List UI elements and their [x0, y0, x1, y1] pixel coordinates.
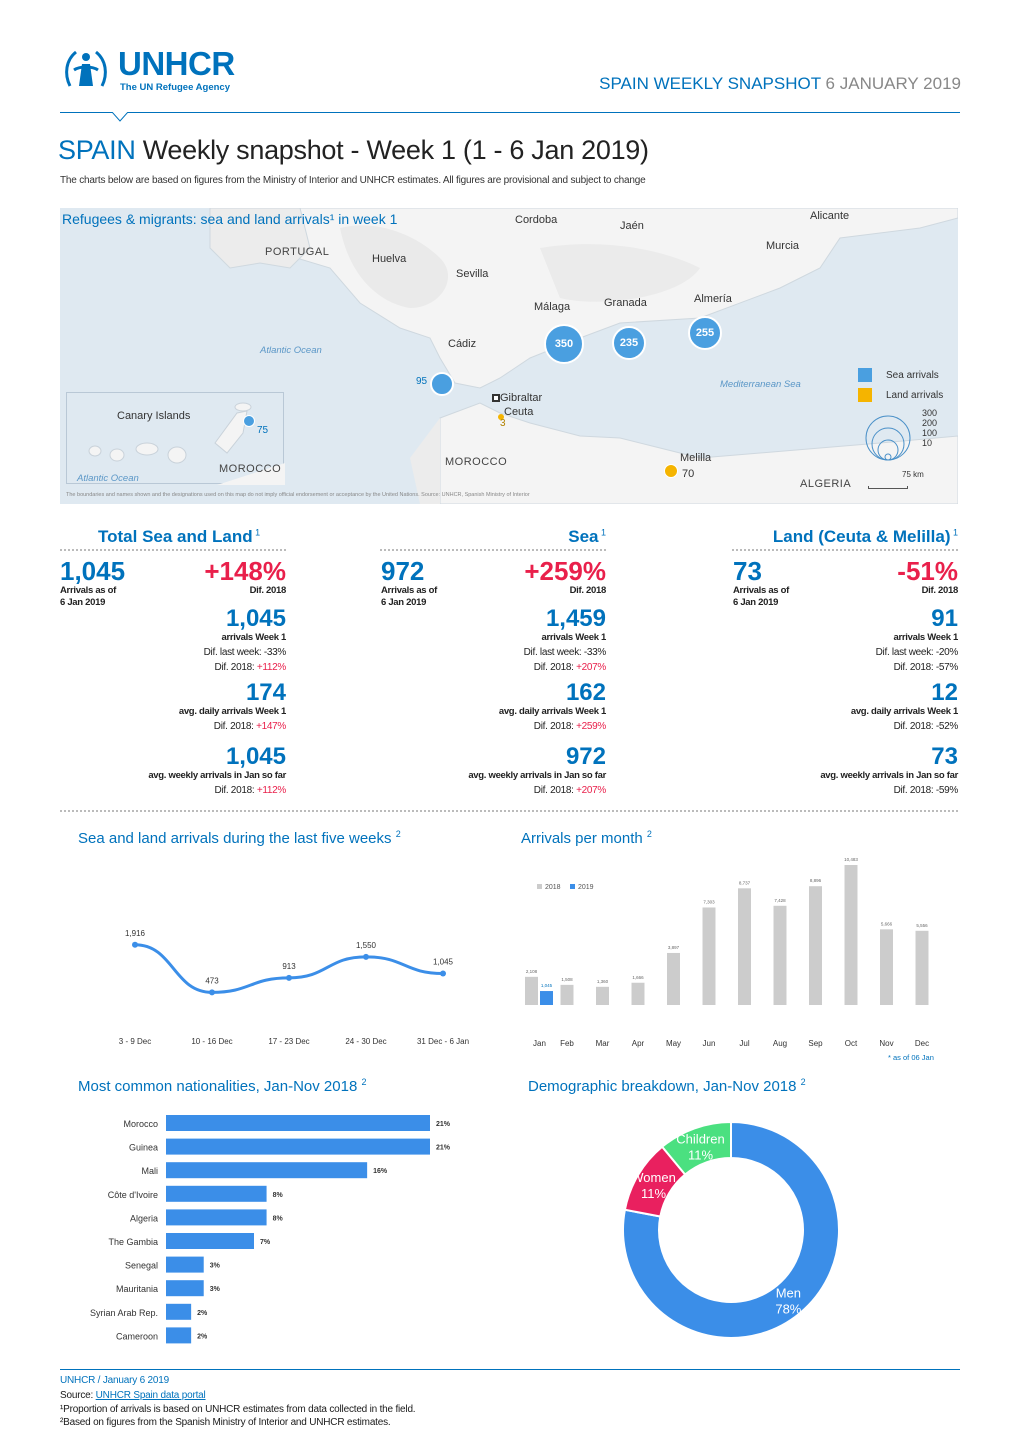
nationality-label: Mali — [141, 1166, 158, 1177]
nationality-label: Cameroon — [115, 1331, 158, 1342]
map-bubble-almeria: 255 — [688, 316, 722, 350]
month-chart — [515, 850, 960, 1065]
nationality-bar — [166, 1280, 204, 1296]
month-bar-2018 — [561, 985, 574, 1005]
kpi-land-daily-diff-label: Dif. 2018: — [893, 721, 936, 732]
nationality-label: Côte d'Ivoire — [107, 1189, 158, 1200]
footer-divider — [60, 1369, 960, 1370]
legend-size-100: 100 — [922, 428, 938, 438]
kpi-sea-daily-diff-value: +259% — [576, 721, 606, 732]
kpi-total-week-diff-2018-label: Dif. 2018: — [214, 662, 257, 673]
month-x-tick: Jan — [533, 1039, 546, 1048]
kpi-total-weekly-diff — [130, 785, 286, 796]
month-bar-2018 — [845, 865, 858, 1005]
kpi-total-weekly-diff-value: +112% — [256, 785, 286, 796]
footer-org-date: UNHCR / January 6 2019 — [60, 1375, 169, 1386]
nationality-value: 21% — [436, 1144, 451, 1152]
kpi-sea-daily-diff-label: Dif. 2018: — [533, 721, 577, 732]
nationality-value: 8% — [272, 1191, 283, 1199]
nationality-label: Syrian Arab Rep. — [89, 1307, 158, 1318]
kpi-total-week-diff-last: Dif. last week: -33% — [203, 647, 286, 658]
line-x-tick: 17 - 23 Dec — [268, 1037, 310, 1046]
month-x-tick: Dec — [914, 1039, 930, 1048]
map-bubble-ceuta-label: 3 — [500, 418, 506, 429]
kpi-total-arrivals-label-1: Arrivals as of — [60, 585, 116, 596]
kpi-sea-week-diff-2018-value: +207% — [576, 662, 606, 673]
kpi-land-week: 91 — [931, 605, 958, 632]
map-inset-canary — [66, 392, 284, 484]
month-legend-2019: 2019 — [578, 884, 594, 891]
month-legend-2019-swatch — [570, 884, 575, 889]
kpi-land-daily-label: avg. daily arrivals Week 1 — [850, 706, 958, 717]
line-chart-title-sup: 2 — [395, 829, 401, 839]
doc-type: SPAIN WEEKLY SNAPSHOT — [599, 74, 821, 93]
line-point — [363, 954, 369, 960]
map-bubble-canary-label: 75 — [257, 425, 269, 436]
footer-source-link[interactable]: UNHCR Spain data portal — [95, 1390, 206, 1401]
map-city-ceuta: Ceuta — [504, 406, 534, 418]
map-city-jaen: Jaén — [620, 220, 644, 232]
kpi-land-weekly-diff-value: -59% — [935, 785, 958, 796]
month-x-tick: Feb — [560, 1039, 574, 1048]
kpi-sea-title-text: Sea — [568, 527, 599, 546]
line-point — [132, 942, 138, 948]
map-city-murcia: Murcia — [766, 240, 800, 252]
kpi-sea-daily: 162 — [565, 679, 606, 706]
map-source-note: The boundaries and names shown and the designations used on this map do not imply official endorsement or acceptance by the United Nations. Source: UNHCR, Spanish Ministry of Interior — [66, 492, 530, 498]
month-x-tick: Jul — [739, 1039, 750, 1048]
line-data-label: 473 — [205, 976, 219, 986]
kpi-land-title-text: Land (Ceuta & Melilla) — [772, 527, 951, 546]
kpi-total-daily-label: avg. daily arrivals Week 1 — [178, 706, 286, 717]
kpi-sea-title: Sea $^1$ — [568, 527, 606, 546]
kpi-sea-arrivals-label-1: Arrivals as of — [381, 585, 437, 596]
inset-label-morocco: MOROCCO — [219, 463, 282, 475]
map-city-sevilla: Sevilla — [456, 268, 489, 280]
month-bar-2018-label: 2,108 — [525, 968, 538, 974]
map-bubble-melilla — [664, 464, 678, 478]
kpi-total-week-diff-2018-value: +112% — [256, 662, 286, 673]
nationality-bar — [166, 1304, 191, 1320]
nationality-value: 2% — [197, 1333, 208, 1341]
kpi-total-weekly-diff-label: Dif. 2018: — [214, 785, 257, 796]
demographic-chart-title-sup: 2 — [800, 1077, 806, 1087]
page-title-rest: Weekly snapshot - Week 1 (1 - 6 Jan 2019) — [142, 135, 649, 165]
nationality-bar — [166, 1233, 254, 1249]
kpi-total-diff-label: Dif. 2018 — [249, 585, 286, 596]
unhcr-emblem-icon — [60, 46, 112, 94]
month-legend-2018: 2018 — [545, 884, 561, 891]
nationality-bar — [166, 1186, 267, 1202]
nationality-bar — [166, 1209, 267, 1225]
donut-label-value: 78% — [775, 1301, 802, 1317]
kpi-land-weekly-diff-label: Dif. 2018: — [893, 785, 936, 796]
kpi-sea-daily-diff — [450, 721, 606, 732]
kpi-total-week-diff-2018 — [130, 662, 286, 673]
kpi-sea-weekly-diff — [450, 785, 606, 796]
map-bubble-canary — [243, 415, 255, 427]
month-bar-2018-label: 8,737 — [738, 880, 751, 886]
month-bar-2018 — [880, 929, 893, 1005]
legend-land-swatch — [858, 388, 872, 402]
month-x-tick: Nov — [879, 1039, 894, 1048]
kpi-sea-arrivals: 972 — [381, 556, 425, 586]
month-bar-2019 — [540, 991, 553, 1005]
kpi-sea-week-diff-last: Dif. last week: -33% — [523, 647, 606, 658]
line-x-tick: 3 - 9 Dec — [118, 1037, 152, 1046]
month-bar-2018 — [525, 977, 538, 1005]
nationality-label: Mauritania — [115, 1284, 158, 1295]
month-bar-2018 — [632, 983, 645, 1005]
line-data-label: 1,045 — [432, 957, 454, 967]
month-x-tick: Jun — [702, 1039, 716, 1048]
map-sea-atlantic: Atlantic Ocean — [260, 345, 322, 356]
kpi-land-daily: 12 — [931, 679, 958, 706]
line-chart — [100, 920, 490, 1050]
unhcr-logo — [60, 46, 260, 96]
map-city-alicante: Alicante — [810, 210, 850, 222]
month-chart-title-text: Arrivals per month — [521, 830, 643, 847]
legend-size-300: 300 — [922, 408, 938, 418]
kpi-total-arrivals-label-2: 6 Jan 2019 — [60, 597, 106, 608]
map-title: Refugees & migrants: sea and land arrivals¹ in week 1 — [62, 211, 398, 227]
page-subtitle: The charts below are based on figures from the Ministry of Interior and UNHCR estimates. All figures are provisional and subject to change — [60, 175, 646, 186]
map-city-almeria: Almería — [694, 293, 732, 305]
kpi-total-title: Total Sea and Land $^1$ — [98, 527, 261, 546]
map-label-algeria: ALGERIA — [800, 478, 852, 490]
kpi-land-weekly-diff — [802, 785, 958, 796]
month-bar-2018 — [774, 906, 787, 1005]
footer-note-1: ¹Proportion of arrivals is based on UNHCR estimates from data collected in the field. — [60, 1404, 416, 1415]
nationality-bar — [166, 1327, 191, 1343]
map-bubble-melilla-label: 70 — [682, 468, 695, 480]
nationality-chart-title-text: Most common nationalities, Jan-Nov 2018 — [78, 1078, 358, 1095]
map-label-morocco: MOROCCO — [445, 456, 508, 468]
org-subtitle: The UN Refugee Agency — [120, 82, 230, 93]
gibraltar-marker-icon — [492, 394, 500, 402]
inset-label-canary: Canary Islands — [117, 410, 191, 422]
doc-header-label — [599, 74, 961, 94]
line-x-tick: 31 Dec - 6 Jan — [416, 1037, 470, 1046]
kpi-sea-week-diff-2018 — [450, 662, 606, 673]
kpi-sea-week-label: arrivals Week 1 — [541, 632, 606, 643]
header-divider — [60, 112, 960, 113]
map-scale-label: 75 km — [902, 470, 924, 479]
nationality-value: 16% — [373, 1168, 388, 1176]
kpi-sea-diff: +259% — [524, 556, 606, 586]
legend-size-10: 10 — [922, 438, 933, 448]
month-bar-2018 — [703, 907, 716, 1005]
map-city-melilla: Melilla — [680, 452, 712, 464]
line-x-tick: 10 - 16 Dec — [191, 1037, 233, 1046]
map-city-cordoba: Cordoba — [515, 214, 558, 226]
nationality-label: Morocco — [123, 1119, 158, 1129]
kpi-sea-arrivals-label-2: 6 Jan 2019 — [381, 597, 427, 608]
month-bar-2018-label: 8,896 — [809, 878, 822, 884]
inset-sea-atlantic: Atlantic Ocean — [77, 473, 139, 484]
nationality-bar — [166, 1162, 367, 1178]
month-bar-2018-label: 7,303 — [703, 899, 715, 905]
month-bar-2018-label: 1,666 — [632, 974, 644, 980]
demographic-chart-title-text: Demographic breakdown, Jan-Nov 2018 — [528, 1078, 797, 1095]
legend-size-200: 200 — [922, 418, 938, 428]
nationality-value: 3% — [209, 1286, 220, 1294]
nationality-label: Senegal — [124, 1260, 158, 1271]
nationality-value: 2% — [197, 1309, 208, 1317]
map-city-cadiz: Cádiz — [448, 338, 477, 350]
nationality-label: The Gambia — [108, 1237, 158, 1247]
kpi-land-arrivals-label-1: Arrivals as of — [733, 585, 789, 596]
map-city-gibraltar: Gibraltar — [500, 392, 543, 404]
month-bar-2018-label: 1,360 — [596, 978, 609, 984]
month-bar-2019-label: 1,045 — [540, 983, 553, 989]
kpi-land-arrivals: 73 — [733, 556, 762, 586]
kpi-total-diff: +148% — [204, 556, 286, 586]
page-title-country: SPAIN — [58, 135, 136, 165]
kpi-land-divider — [732, 549, 958, 551]
donut-label-value: 11% — [687, 1147, 714, 1163]
header-notch-icon — [112, 112, 128, 122]
kpi-land-daily-diff-value: -52% — [935, 721, 958, 732]
line-point — [209, 989, 215, 995]
kpi-sea-divider — [380, 549, 606, 551]
legend-sea-swatch — [858, 368, 872, 382]
line-data-label: 1,916 — [124, 928, 146, 938]
month-bar-2018 — [916, 931, 929, 1005]
month-x-tick: Aug — [772, 1039, 788, 1048]
legend-land-label: Land arrivals — [886, 390, 944, 401]
month-bar-2018 — [667, 953, 680, 1005]
kpi-sea-week: 1,459 — [545, 605, 606, 632]
org-name: UNHCR — [118, 45, 235, 82]
kpi-land-weekly: 73 — [931, 743, 958, 770]
nationality-bar — [166, 1139, 430, 1155]
footer-source-label: Source: — [60, 1390, 96, 1401]
kpi-land-diff: -51% — [897, 556, 958, 586]
month-bar-2018-label: 7,428 — [774, 897, 786, 903]
kpi-land-week-diff-2018-value: -57% — [935, 662, 958, 673]
map-bubble-granada: 235 — [612, 326, 646, 360]
month-chart-note: * as of 06 Jan — [888, 1053, 934, 1062]
kpi-total-arrivals: 1,045 — [60, 556, 126, 586]
map-bubble-malaga: 350 — [544, 324, 584, 364]
kpi-land-diff-label: Dif. 2018 — [921, 585, 958, 596]
kpi-sea-weekly-diff-value: +207% — [576, 785, 606, 796]
kpi-land-daily-diff — [802, 721, 958, 732]
month-bar-2018-label: 3,897 — [667, 944, 680, 950]
kpi-bottom-divider — [60, 810, 958, 812]
month-legend-2018-swatch — [537, 884, 542, 889]
month-bar-2018 — [738, 888, 751, 1005]
kpi-land-week-label: arrivals Week 1 — [893, 632, 958, 643]
nationality-chart-title — [78, 1077, 367, 1095]
legend-size-circles-icon — [860, 410, 916, 462]
kpi-land-title: Land (Ceuta & Melilla) $^1$ — [772, 527, 958, 546]
month-x-tick: May — [665, 1039, 682, 1048]
month-x-tick: Mar — [595, 1039, 610, 1048]
month-bar-2018-label: 5,666 — [880, 921, 893, 927]
kpi-total-daily-diff — [130, 721, 286, 732]
line-point — [286, 975, 292, 981]
line-point — [440, 971, 446, 977]
kpi-total-divider — [60, 549, 286, 551]
line-data-label: 913 — [282, 961, 296, 971]
nationality-value: 8% — [272, 1215, 283, 1223]
donut-label-value: 11% — [641, 1186, 667, 1202]
map-sea-mediterranean: Mediterranean Sea — [720, 379, 801, 390]
nationality-bar — [166, 1257, 204, 1273]
nationality-label: Algeria — [129, 1213, 158, 1224]
kpi-sea-weekly-label: avg. weekly arrivals in Jan so far — [468, 770, 606, 781]
page-title — [58, 135, 649, 166]
kpi-land-arrivals-label-2: 6 Jan 2019 — [733, 597, 779, 608]
month-chart-title-sup: 2 — [646, 829, 652, 839]
kpi-sea-daily-label: avg. daily arrivals Week 1 — [498, 706, 606, 717]
month-bar-2018-label: 5,556 — [916, 922, 928, 928]
map-city-huelva: Huelva — [372, 253, 407, 265]
footer-note-2: ²Based on figures from the Spanish Ministry of Interior and UNHCR estimates. — [60, 1417, 391, 1428]
kpi-total-weekly: 1,045 — [225, 743, 286, 770]
kpi-total-daily-diff-value: +147% — [256, 721, 286, 732]
kpi-land-weekly-label: avg. weekly arrivals in Jan so far — [820, 770, 958, 781]
month-chart-title — [521, 829, 652, 847]
nationality-value: 3% — [209, 1262, 220, 1270]
kpi-sea-week-diff-2018-label: Dif. 2018: — [533, 662, 577, 673]
kpi-land-week-diff-last: Dif. last week: -20% — [875, 647, 958, 658]
demographic-chart — [600, 1108, 860, 1353]
kpi-land-week-diff-2018-label: Dif. 2018: — [893, 662, 936, 673]
legend-sea-label: Sea arrivals — [886, 370, 939, 381]
kpi-total-weekly-label: avg. weekly arrivals in Jan so far — [148, 770, 286, 781]
map-scale-bar — [868, 486, 908, 489]
nationality-chart — [60, 1110, 480, 1350]
kpi-land-week-diff-2018 — [802, 662, 958, 673]
month-x-tick: Oct — [844, 1039, 858, 1048]
kpi-total-title-text: Total Sea and Land — [98, 527, 253, 546]
nationality-chart-title-sup: 2 — [361, 1077, 367, 1087]
kpi-total-daily: 174 — [245, 679, 286, 706]
nationality-label: Guinea — [128, 1142, 158, 1153]
donut-label-name: Women — [631, 1170, 676, 1186]
nationality-value: 7% — [260, 1239, 271, 1246]
nationality-value: 21% — [436, 1121, 451, 1128]
doc-date: 6 JANUARY 2019 — [825, 74, 961, 93]
month-x-tick: Apr — [631, 1039, 645, 1048]
map-city-granada: Granada — [604, 297, 647, 309]
nationality-bar — [166, 1115, 430, 1131]
month-x-tick: Sep — [808, 1039, 823, 1048]
kpi-sea-diff-label: Dif. 2018 — [569, 585, 606, 596]
kpi-sea-weekly: 972 — [565, 743, 606, 770]
month-bar-2018 — [596, 987, 609, 1005]
line-data-label: 1,550 — [355, 940, 377, 950]
footer-source — [60, 1390, 206, 1401]
donut-label-name: Men — [775, 1285, 802, 1301]
line-x-tick: 24 - 30 Dec — [345, 1037, 387, 1046]
kpi-total-week-label: arrivals Week 1 — [221, 632, 286, 643]
line-chart-title-text: Sea and land arrivals during the last five weeks — [78, 830, 392, 847]
map-bubble-cadiz-label: 95 — [416, 376, 428, 387]
kpi-total-daily-diff-label: Dif. 2018: — [213, 721, 257, 732]
month-bar-2018-label: 1,508 — [561, 976, 573, 982]
map-bubble-cadiz — [430, 372, 454, 396]
kpi-total-week: 1,045 — [225, 605, 286, 632]
kpi-sea-weekly-diff-label: Dif. 2018: — [533, 785, 577, 796]
map-city-malaga: Málaga — [534, 301, 571, 313]
donut-label-name: Children — [676, 1131, 725, 1147]
demographic-chart-title — [528, 1077, 806, 1095]
line-chart-title — [78, 829, 401, 847]
month-bar-2018-label: 10,483 — [844, 857, 858, 862]
month-bar-2018 — [809, 886, 822, 1005]
map-label-portugal: PORTUGAL — [265, 246, 330, 258]
